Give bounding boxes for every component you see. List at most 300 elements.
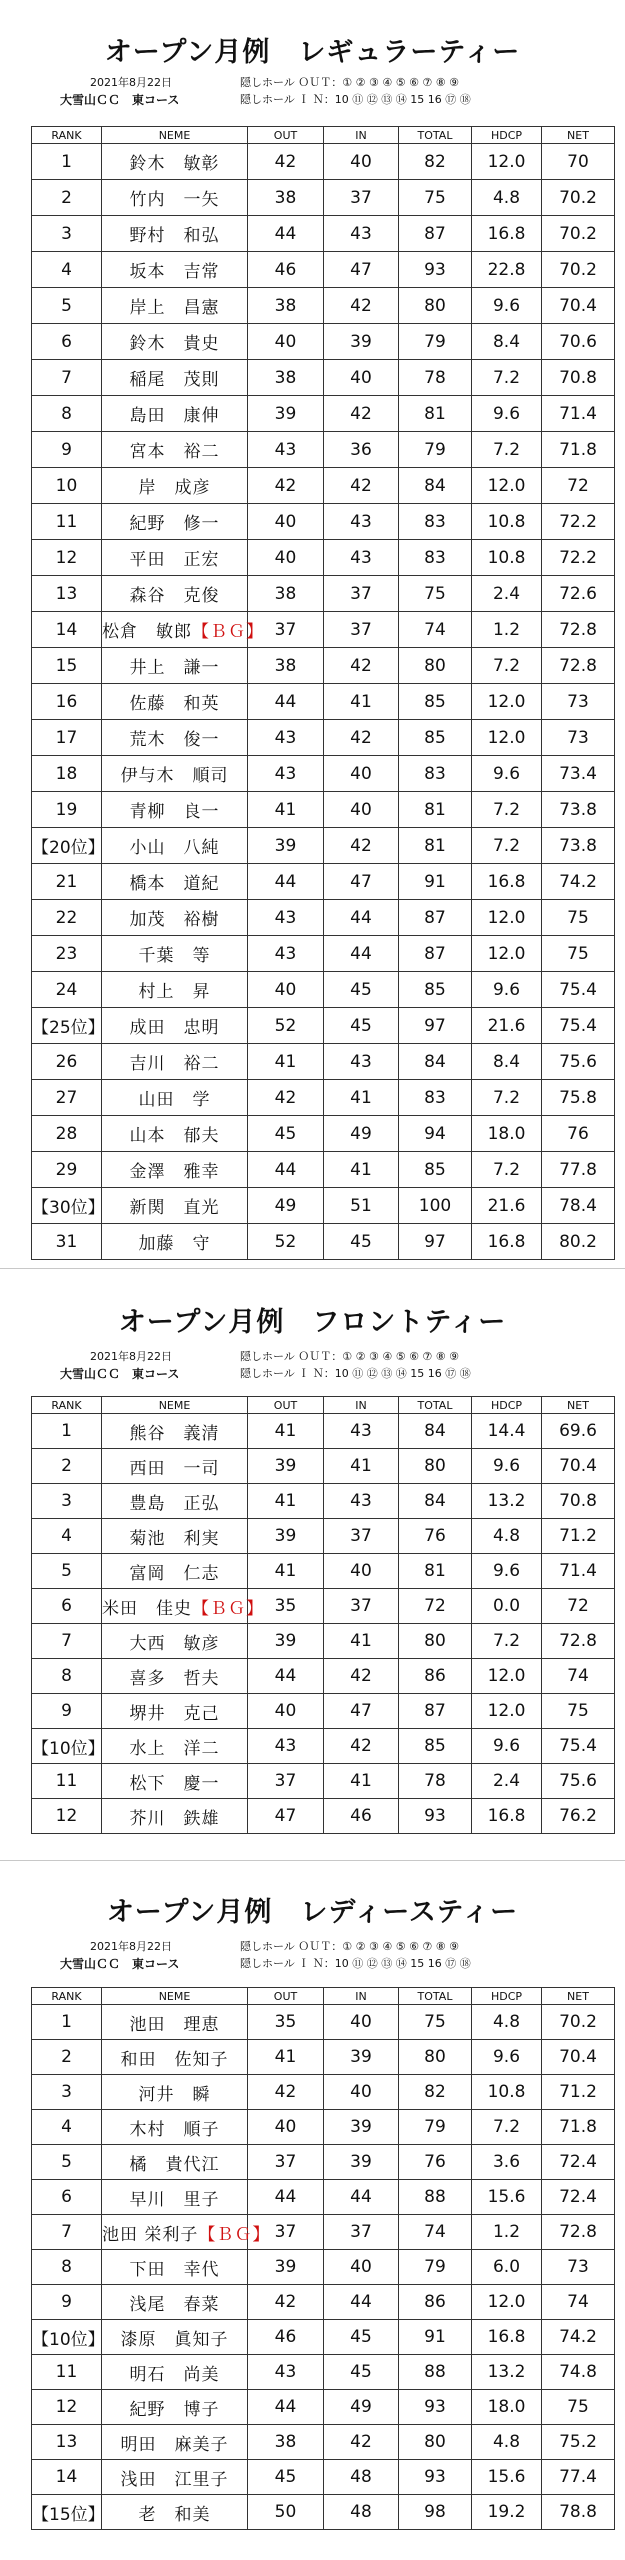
cell-total: 78 [399, 1764, 472, 1799]
event-date: 2021年8月22日 [90, 1350, 172, 1363]
cell-net: 75.4 [542, 1729, 615, 1764]
cell-out: 44 [248, 2180, 324, 2215]
table-row [32, 2320, 615, 2355]
cell-net: 72.4 [542, 2180, 615, 2215]
table-row [32, 2425, 615, 2460]
table-row [32, 972, 615, 1008]
col-out: OUT [248, 1988, 324, 2005]
cell-hdcp: 7.2 [472, 1152, 542, 1188]
section-title: オープン月例 フロントティー [118, 1307, 507, 1338]
player-name: 漆原 眞知子 [120, 2329, 229, 2350]
cell-rank: 12 [32, 2390, 102, 2425]
cell-name [102, 1659, 248, 1694]
col-out: OUT [248, 1397, 324, 1414]
cell-total: 98 [399, 2495, 472, 2530]
cell-total: 81 [399, 1554, 472, 1589]
col-rank: RANK [32, 1988, 102, 2005]
cell-rank: 26 [32, 1044, 102, 1080]
cell-in: 39 [324, 2110, 399, 2145]
cell-out: 44 [248, 216, 324, 252]
cell-out: 38 [248, 576, 324, 612]
cell-in: 43 [324, 216, 399, 252]
cell-hdcp: 12.0 [472, 936, 542, 972]
cell-rank: 12 [32, 540, 102, 576]
hidden-holes-in: 隠しホール Ｉ Ｎ：10 ⑪ ⑫ ⑬ ⑭ 15 16 ⑰ ⑱ [240, 1957, 471, 1970]
cell-hdcp: 10.8 [472, 2075, 542, 2110]
cell-out: 43 [248, 432, 324, 468]
cell-name [102, 1589, 264, 1624]
cell-total: 74 [399, 612, 472, 648]
cell-rank: 22 [32, 900, 102, 936]
cell-out: 39 [248, 1519, 324, 1554]
cell-name [102, 2425, 248, 2460]
player-name: 下田 幸代 [129, 2259, 220, 2280]
cell-rank: 2 [32, 180, 102, 216]
table-header-row [32, 1988, 615, 2005]
col-name: NEME [102, 1397, 248, 1414]
cell-hdcp: 16.8 [472, 1224, 542, 1260]
cell-name [102, 2145, 248, 2180]
player-name: 山田 学 [138, 1090, 211, 1110]
cell-in: 42 [324, 828, 399, 864]
cell-hdcp: 7.2 [472, 792, 542, 828]
cell-hdcp: 6.0 [472, 2250, 542, 2285]
cell-net: 80.2 [542, 1224, 615, 1260]
cell-name [102, 2460, 248, 2495]
cell-in: 46 [324, 1799, 399, 1834]
table-row [32, 288, 615, 324]
cell-net: 70.8 [542, 360, 615, 396]
player-name: 稲尾 茂則 [129, 370, 220, 390]
cell-total: 87 [399, 936, 472, 972]
hidden-holes-out: 隠しホール ＯＵＴ：① ② ③ ④ ⑤ ⑥ ⑦ ⑧ ⑨ [240, 1940, 460, 1953]
cell-rank: 6 [32, 324, 102, 360]
cell-out: 40 [248, 324, 324, 360]
cell-rank: 28 [32, 1116, 102, 1152]
cell-out: 50 [248, 2495, 324, 2530]
cell-in: 37 [324, 1589, 399, 1624]
table-row [32, 1449, 615, 1484]
cell-rank: 5 [32, 2145, 102, 2180]
cell-rank: 23 [32, 936, 102, 972]
table-row [32, 2040, 615, 2075]
cell-rank: 7 [32, 360, 102, 396]
cell-out: 41 [248, 792, 324, 828]
cell-net: 75 [542, 936, 615, 972]
cell-net: 78.4 [542, 1188, 615, 1224]
cell-hdcp: 14.4 [472, 1414, 542, 1449]
cell-in: 43 [324, 1484, 399, 1519]
cell-in: 44 [324, 2285, 399, 2320]
cell-total: 74 [399, 2215, 472, 2250]
cell-out: 40 [248, 2110, 324, 2145]
cell-out: 35 [248, 2005, 324, 2040]
cell-rank: 1 [32, 2005, 102, 2040]
player-name: 紀野 修一 [129, 514, 220, 534]
cell-hdcp: 18.0 [472, 1116, 542, 1152]
cell-name [102, 648, 248, 684]
cell-net: 75.4 [542, 972, 615, 1008]
results-table [31, 126, 615, 1260]
cell-name [102, 2355, 248, 2390]
cell-rank: 1 [32, 144, 102, 180]
cell-net: 72.8 [542, 612, 615, 648]
cell-total: 80 [399, 288, 472, 324]
player-name: 山本 郁夫 [129, 1126, 220, 1146]
cell-rank: 6 [32, 1589, 102, 1624]
cell-out: 38 [248, 180, 324, 216]
cell-in: 43 [324, 540, 399, 576]
cell-rank: 8 [32, 1659, 102, 1694]
cell-name [102, 504, 248, 540]
cell-total: 79 [399, 2250, 472, 2285]
cell-total: 79 [399, 2110, 472, 2145]
cell-hdcp: 9.6 [472, 288, 542, 324]
table-row [32, 432, 615, 468]
cell-rank: 8 [32, 396, 102, 432]
cell-out: 37 [248, 612, 324, 648]
cell-net: 70.4 [542, 1449, 615, 1484]
bg-tag: 【ＢＧ】 [192, 622, 264, 642]
cell-total: 79 [399, 432, 472, 468]
cell-hdcp: 13.2 [472, 1484, 542, 1519]
player-name: 熊谷 義清 [129, 1423, 220, 1444]
player-name: 河井 瞬 [138, 2084, 211, 2105]
cell-rank: 27 [32, 1080, 102, 1116]
cell-net: 75.6 [542, 1764, 615, 1799]
cell-net: 76 [542, 1116, 615, 1152]
cell-out: 37 [248, 1764, 324, 1799]
cell-total: 76 [399, 2145, 472, 2180]
cell-out: 42 [248, 2075, 324, 2110]
cell-name [102, 1152, 248, 1188]
player-name: 菊池 利実 [129, 1528, 220, 1549]
cell-total: 83 [399, 756, 472, 792]
cell-out: 46 [248, 2320, 324, 2355]
cell-in: 45 [324, 2355, 399, 2390]
cell-rank: 9 [32, 2285, 102, 2320]
cell-in: 40 [324, 2005, 399, 2040]
cell-name [102, 1044, 248, 1080]
cell-rank: 8 [32, 2250, 102, 2285]
cell-hdcp: 12.0 [472, 144, 542, 180]
cell-in: 44 [324, 936, 399, 972]
col-net: NET [542, 1988, 615, 2005]
col-net: NET [542, 127, 615, 144]
cell-out: 43 [248, 1729, 324, 1764]
cell-rank: 13 [32, 576, 102, 612]
cell-out: 44 [248, 2390, 324, 2425]
cell-in: 40 [324, 2250, 399, 2285]
cell-out: 39 [248, 396, 324, 432]
col-total: TOTAL [399, 1988, 472, 2005]
cell-in: 37 [324, 180, 399, 216]
cell-hdcp: 0.0 [472, 1589, 542, 1624]
cell-in: 47 [324, 252, 399, 288]
player-name: 喜多 哲夫 [129, 1668, 220, 1689]
cell-total: 85 [399, 684, 472, 720]
cell-in: 42 [324, 396, 399, 432]
cell-in: 40 [324, 756, 399, 792]
cell-in: 43 [324, 1414, 399, 1449]
cell-in: 41 [324, 1080, 399, 1116]
cell-name [102, 2250, 248, 2285]
col-hdcp: HDCP [472, 1397, 542, 1414]
cell-name [102, 576, 248, 612]
cell-out: 39 [248, 828, 324, 864]
cell-net: 73 [542, 720, 615, 756]
cell-out: 40 [248, 540, 324, 576]
cell-rank: 15 [32, 648, 102, 684]
cell-net: 72.8 [542, 2215, 615, 2250]
table-row [32, 216, 615, 252]
cell-out: 45 [248, 1116, 324, 1152]
cell-hdcp: 9.6 [472, 1554, 542, 1589]
table-row [32, 2355, 615, 2390]
cell-net: 78.8 [542, 2495, 615, 2530]
cell-name [102, 1080, 248, 1116]
cell-out: 44 [248, 864, 324, 900]
cell-out: 41 [248, 1554, 324, 1589]
cell-out: 37 [248, 2215, 324, 2250]
player-name: 金澤 雅幸 [129, 1162, 220, 1182]
cell-in: 42 [324, 468, 399, 504]
cell-in: 41 [324, 1764, 399, 1799]
player-name: 浅田 江里子 [120, 2469, 229, 2490]
cell-out: 43 [248, 2355, 324, 2390]
cell-rank: 3 [32, 2075, 102, 2110]
player-name: 加藤 守 [138, 1234, 211, 1254]
cell-out: 39 [248, 1624, 324, 1659]
cell-rank: 16 [32, 684, 102, 720]
cell-in: 37 [324, 612, 399, 648]
cell-rank: 【25位】 [32, 1008, 102, 1044]
cell-name [102, 2180, 248, 2215]
cell-net: 70.4 [542, 2040, 615, 2075]
table-row [32, 324, 615, 360]
player-name: 米田 佳史 [102, 1598, 192, 1619]
cell-total: 87 [399, 1694, 472, 1729]
cell-name [102, 756, 248, 792]
player-name: 平田 正宏 [129, 550, 220, 570]
cell-net: 74.2 [542, 864, 615, 900]
results-table [31, 1396, 615, 1834]
cell-out: 40 [248, 972, 324, 1008]
cell-net: 70.2 [542, 216, 615, 252]
player-name: 浅尾 春菜 [129, 2294, 220, 2315]
cell-out: 42 [248, 144, 324, 180]
cell-in: 43 [324, 1044, 399, 1080]
cell-in: 40 [324, 792, 399, 828]
cell-out: 37 [248, 2145, 324, 2180]
cell-name [102, 2320, 248, 2355]
cell-total: 75 [399, 576, 472, 612]
cell-total: 93 [399, 1799, 472, 1834]
player-name: 鈴木 敏彰 [129, 154, 220, 174]
table-row [32, 684, 615, 720]
cell-name [102, 864, 248, 900]
cell-net: 72.2 [542, 504, 615, 540]
cell-name [102, 612, 264, 648]
section-divider [0, 1860, 625, 1861]
cell-total: 84 [399, 1044, 472, 1080]
cell-net: 77.4 [542, 2460, 615, 2495]
cell-total: 97 [399, 1224, 472, 1260]
cell-in: 44 [324, 2180, 399, 2215]
cell-hdcp: 13.2 [472, 2355, 542, 2390]
cell-net: 74.8 [542, 2355, 615, 2390]
course-name: 大雪山ＣＣ 東コース [60, 93, 180, 107]
cell-out: 38 [248, 288, 324, 324]
cell-in: 45 [324, 1008, 399, 1044]
player-name: 宮本 裕二 [129, 442, 220, 462]
bg-tag: 【ＢＧ】 [192, 1598, 264, 1619]
cell-name [102, 2040, 248, 2075]
player-name: 池田 栄利子 [102, 2224, 199, 2245]
cell-net: 71.8 [542, 2110, 615, 2145]
cell-hdcp: 16.8 [472, 864, 542, 900]
cell-net: 69.6 [542, 1414, 615, 1449]
cell-name [102, 216, 248, 252]
table-row [32, 2075, 615, 2110]
cell-name [102, 1729, 248, 1764]
cell-total: 97 [399, 1008, 472, 1044]
cell-name [102, 2005, 248, 2040]
player-name: 井上 謙一 [129, 658, 220, 678]
cell-name [102, 360, 248, 396]
cell-net: 72 [542, 468, 615, 504]
cell-out: 35 [248, 1589, 324, 1624]
table-row [32, 2180, 615, 2215]
cell-out: 38 [248, 648, 324, 684]
cell-total: 85 [399, 1152, 472, 1188]
cell-rank: 9 [32, 1694, 102, 1729]
cell-in: 36 [324, 432, 399, 468]
table-row [32, 2110, 615, 2145]
cell-rank: 31 [32, 1224, 102, 1260]
hidden-holes-out: 隠しホール ＯＵＴ：① ② ③ ④ ⑤ ⑥ ⑦ ⑧ ⑨ [240, 76, 460, 89]
cell-in: 37 [324, 1519, 399, 1554]
table-row [32, 1008, 615, 1044]
player-name: 吉川 裕二 [129, 1054, 220, 1074]
cell-out: 41 [248, 1044, 324, 1080]
cell-rank: 1 [32, 1414, 102, 1449]
cell-name [102, 900, 248, 936]
cell-hdcp: 16.8 [472, 1799, 542, 1834]
cell-rank: 12 [32, 1799, 102, 1834]
table-row [32, 756, 615, 792]
cell-net: 71.4 [542, 1554, 615, 1589]
player-name: 紀野 博子 [129, 2399, 220, 2420]
table-row [32, 396, 615, 432]
col-total: TOTAL [399, 127, 472, 144]
player-name: 橘 貴代江 [129, 2154, 220, 2175]
table-row [32, 1519, 615, 1554]
cell-net: 74 [542, 1659, 615, 1694]
cell-rank: 7 [32, 1624, 102, 1659]
cell-out: 45 [248, 2460, 324, 2495]
cell-rank: 7 [32, 2215, 102, 2250]
cell-net: 75.8 [542, 1080, 615, 1116]
cell-rank: 4 [32, 1519, 102, 1554]
table-row [32, 864, 615, 900]
hidden-holes-out: 隠しホール ＯＵＴ：① ② ③ ④ ⑤ ⑥ ⑦ ⑧ ⑨ [240, 1350, 460, 1363]
cell-total: 91 [399, 864, 472, 900]
cell-name [102, 144, 248, 180]
cell-in: 48 [324, 2495, 399, 2530]
table-row [32, 1080, 615, 1116]
cell-hdcp: 10.8 [472, 504, 542, 540]
table-row [32, 936, 615, 972]
cell-total: 84 [399, 468, 472, 504]
cell-name [102, 792, 248, 828]
cell-net: 72 [542, 1589, 615, 1624]
cell-name [102, 1764, 248, 1799]
cell-hdcp: 4.8 [472, 1519, 542, 1554]
cell-total: 80 [399, 2425, 472, 2460]
cell-total: 82 [399, 2075, 472, 2110]
course-name: 大雪山ＣＣ 東コース [60, 1957, 180, 1971]
cell-total: 86 [399, 1659, 472, 1694]
cell-total: 93 [399, 2460, 472, 2495]
col-rank: RANK [32, 127, 102, 144]
table-row [32, 720, 615, 756]
cell-out: 52 [248, 1224, 324, 1260]
cell-total: 79 [399, 324, 472, 360]
table-row [32, 648, 615, 684]
cell-in: 39 [324, 2040, 399, 2075]
cell-hdcp: 12.0 [472, 684, 542, 720]
cell-name [102, 1799, 248, 1834]
cell-out: 43 [248, 756, 324, 792]
cell-hdcp: 7.2 [472, 648, 542, 684]
cell-hdcp: 22.8 [472, 252, 542, 288]
player-name: 野村 和弘 [129, 226, 220, 246]
table-row [32, 1152, 615, 1188]
cell-name [102, 432, 248, 468]
cell-rank: 3 [32, 216, 102, 252]
cell-net: 73 [542, 2250, 615, 2285]
cell-net: 72.8 [542, 648, 615, 684]
cell-name [102, 468, 248, 504]
cell-hdcp: 12.0 [472, 2285, 542, 2320]
cell-name [102, 1008, 248, 1044]
cell-hdcp: 12.0 [472, 900, 542, 936]
table-row [32, 1659, 615, 1694]
cell-hdcp: 8.4 [472, 1044, 542, 1080]
cell-in: 37 [324, 2215, 399, 2250]
cell-name [102, 540, 248, 576]
cell-out: 46 [248, 252, 324, 288]
cell-rank: 13 [32, 2425, 102, 2460]
cell-total: 100 [399, 1188, 472, 1224]
cell-net: 75.4 [542, 1008, 615, 1044]
cell-name [102, 180, 248, 216]
cell-total: 85 [399, 720, 472, 756]
cell-rank: 17 [32, 720, 102, 756]
col-name: NEME [102, 127, 248, 144]
cell-total: 81 [399, 396, 472, 432]
cell-hdcp: 7.2 [472, 2110, 542, 2145]
cell-hdcp: 16.8 [472, 216, 542, 252]
cell-net: 72.6 [542, 576, 615, 612]
cell-hdcp: 9.6 [472, 1449, 542, 1484]
cell-in: 51 [324, 1188, 399, 1224]
cell-out: 40 [248, 504, 324, 540]
cell-name [102, 1116, 248, 1152]
cell-total: 81 [399, 792, 472, 828]
course-name: 大雪山ＣＣ 東コース [60, 1367, 180, 1381]
